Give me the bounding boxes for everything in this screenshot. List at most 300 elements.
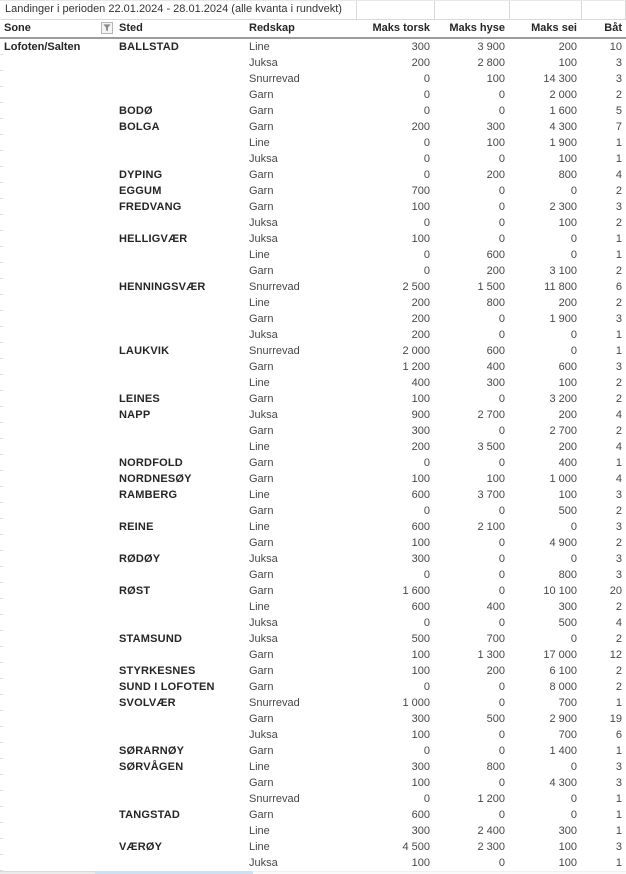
cell-sei[interactable]: 0 xyxy=(570,329,577,341)
cell-sei[interactable]: 100 xyxy=(558,489,577,501)
cell-redskap[interactable]: Snurrevad xyxy=(249,793,300,805)
cell-sei[interactable]: 700 xyxy=(558,729,577,741)
cell-bat[interactable]: 1 xyxy=(615,857,622,869)
cell-sei[interactable]: 2 900 xyxy=(549,713,577,725)
column-header-bat[interactable]: Båt xyxy=(604,22,622,34)
cell-sted[interactable]: STAMSUND xyxy=(119,633,183,645)
report-title-cell[interactable]: Landinger i perioden 22.01.2024 - 28.01.2024 (alle kvanta i rundvekt) xyxy=(0,1,357,20)
cell-redskap[interactable]: Juksa xyxy=(249,857,278,869)
cell-hyse[interactable]: 400 xyxy=(486,601,505,613)
cell-torsk[interactable]: 0 xyxy=(423,89,430,101)
cell-redskap[interactable]: Garn xyxy=(249,537,274,549)
cell-sei[interactable]: 2 700 xyxy=(549,425,577,437)
cell-torsk[interactable]: 200 xyxy=(411,121,430,133)
cell-sted[interactable]: EGGUM xyxy=(119,185,162,197)
cell-sted[interactable] xyxy=(115,295,245,311)
cell-hyse[interactable]: 100 xyxy=(486,73,505,85)
cell-sone[interactable] xyxy=(0,743,115,759)
cell-sei[interactable]: 100 xyxy=(558,57,577,69)
cell-sted[interactable]: HELLIGVÆR xyxy=(119,233,188,245)
cell-bat[interactable]: 2 xyxy=(615,665,622,677)
cell-sted[interactable]: BOLGA xyxy=(119,121,160,133)
cell-hyse[interactable]: 1 300 xyxy=(477,649,505,661)
cell-sei[interactable]: 300 xyxy=(558,601,577,613)
cell-hyse[interactable]: 400 xyxy=(486,361,505,373)
cell-sei[interactable]: 200 xyxy=(558,41,577,53)
cell-sone[interactable] xyxy=(0,695,115,711)
title-empty-cell[interactable] xyxy=(510,1,582,20)
cell-sone[interactable] xyxy=(0,247,115,263)
cell-redskap[interactable]: Garn xyxy=(249,505,274,517)
cell-bat[interactable]: 3 xyxy=(615,521,622,533)
cell-torsk[interactable]: 300 xyxy=(411,553,430,565)
cell-sone[interactable] xyxy=(0,231,115,247)
cell-sei[interactable]: 0 xyxy=(570,521,577,533)
cell-sone[interactable] xyxy=(0,167,115,183)
cell-redskap[interactable]: Garn xyxy=(249,681,274,693)
cell-sone[interactable] xyxy=(0,295,115,311)
cell-redskap[interactable]: Garn xyxy=(249,649,274,661)
cell-hyse[interactable]: 0 xyxy=(498,537,505,549)
cell-sei[interactable]: 100 xyxy=(558,217,577,229)
cell-hyse[interactable]: 300 xyxy=(486,121,505,133)
cell-torsk[interactable]: 4 500 xyxy=(402,841,430,853)
cell-torsk[interactable]: 200 xyxy=(411,329,430,341)
cell-sone[interactable] xyxy=(0,407,115,423)
cell-bat[interactable]: 3 xyxy=(615,201,622,213)
cell-sted[interactable]: SUND I LOFOTEN xyxy=(119,681,215,693)
cell-redskap[interactable]: Juksa xyxy=(249,729,278,741)
cell-sei[interactable]: 1 900 xyxy=(549,313,577,325)
cell-redskap[interactable]: Line xyxy=(249,377,270,389)
cell-redskap[interactable]: Garn xyxy=(249,361,274,373)
cell-sei[interactable]: 0 xyxy=(570,185,577,197)
cell-bat[interactable]: 3 xyxy=(615,761,622,773)
cell-sone[interactable] xyxy=(0,647,115,663)
cell-sted[interactable] xyxy=(115,311,245,327)
cell-hyse[interactable]: 700 xyxy=(486,633,505,645)
cell-sone[interactable] xyxy=(0,471,115,487)
cell-bat[interactable]: 3 xyxy=(615,553,622,565)
cell-sone[interactable] xyxy=(0,311,115,327)
cell-sei[interactable]: 700 xyxy=(558,697,577,709)
cell-bat[interactable]: 1 xyxy=(615,793,622,805)
cell-torsk[interactable]: 1 200 xyxy=(402,361,430,373)
cell-redskap[interactable]: Garn xyxy=(249,809,274,821)
cell-sone[interactable] xyxy=(0,503,115,519)
cell-torsk[interactable]: 0 xyxy=(423,617,430,629)
cell-torsk[interactable]: 300 xyxy=(411,713,430,725)
cell-sted[interactable] xyxy=(115,215,245,231)
cell-sone[interactable] xyxy=(0,199,115,215)
cell-hyse[interactable]: 0 xyxy=(498,553,505,565)
cell-bat[interactable]: 3 xyxy=(615,73,622,85)
cell-hyse[interactable]: 500 xyxy=(486,713,505,725)
cell-bat[interactable]: 5 xyxy=(615,105,622,117)
cell-bat[interactable]: 4 xyxy=(615,441,622,453)
cell-sei[interactable]: 200 xyxy=(558,441,577,453)
cell-sted[interactable] xyxy=(115,615,245,631)
cell-sei[interactable]: 500 xyxy=(558,505,577,517)
cell-hyse[interactable]: 2 100 xyxy=(477,521,505,533)
cell-torsk[interactable]: 0 xyxy=(423,745,430,757)
cell-hyse[interactable]: 3 900 xyxy=(477,41,505,53)
cell-sone[interactable] xyxy=(0,487,115,503)
cell-sei[interactable]: 500 xyxy=(558,617,577,629)
cell-bat[interactable]: 3 xyxy=(615,57,622,69)
column-header-sone[interactable] xyxy=(0,22,115,34)
cell-sted[interactable]: TANGSTAD xyxy=(119,809,181,821)
cell-sted[interactable]: DYPING xyxy=(119,169,163,181)
cell-hyse[interactable]: 600 xyxy=(486,345,505,357)
cell-bat[interactable]: 3 xyxy=(615,569,622,581)
cell-sone[interactable] xyxy=(0,279,115,295)
cell-sone[interactable] xyxy=(0,631,115,647)
cell-sted[interactable]: RØST xyxy=(119,585,151,597)
cell-sei[interactable]: 4 300 xyxy=(549,777,577,789)
cell-sei[interactable]: 0 xyxy=(570,553,577,565)
cell-redskap[interactable]: Line xyxy=(249,441,270,453)
cell-bat[interactable]: 2 xyxy=(615,265,622,277)
cell-hyse[interactable]: 800 xyxy=(486,297,505,309)
cell-sted[interactable] xyxy=(115,855,245,871)
cell-sei[interactable]: 14 300 xyxy=(543,73,577,85)
cell-sted[interactable]: HENNINGSVÆR xyxy=(119,281,206,293)
cell-hyse[interactable]: 300 xyxy=(486,377,505,389)
cell-bat[interactable]: 2 xyxy=(615,377,622,389)
cell-sei[interactable]: 6 100 xyxy=(549,665,577,677)
cell-sei[interactable]: 1 400 xyxy=(549,745,577,757)
cell-sone[interactable] xyxy=(0,791,115,807)
cell-hyse[interactable]: 0 xyxy=(498,585,505,597)
cell-sone[interactable] xyxy=(0,359,115,375)
cell-hyse[interactable]: 0 xyxy=(498,153,505,165)
cell-torsk[interactable]: 200 xyxy=(411,57,430,69)
cell-bat[interactable]: 6 xyxy=(615,281,622,293)
cell-bat[interactable]: 10 xyxy=(609,41,622,53)
cell-sted[interactable] xyxy=(115,791,245,807)
cell-sei[interactable]: 800 xyxy=(558,169,577,181)
cell-sted[interactable]: LAUKVIK xyxy=(119,345,170,357)
cell-redskap[interactable]: Garn xyxy=(249,169,274,181)
cell-torsk[interactable]: 300 xyxy=(411,41,430,53)
cell-hyse[interactable]: 1 200 xyxy=(477,793,505,805)
cell-bat[interactable]: 2 xyxy=(615,505,622,517)
cell-torsk[interactable]: 600 xyxy=(411,601,430,613)
cell-bat[interactable]: 1 xyxy=(615,809,622,821)
cell-hyse[interactable]: 100 xyxy=(486,473,505,485)
cell-hyse[interactable]: 2 700 xyxy=(477,409,505,421)
cell-sone[interactable] xyxy=(0,679,115,695)
cell-sted[interactable] xyxy=(115,711,245,727)
cell-sei[interactable]: 300 xyxy=(558,825,577,837)
cell-torsk[interactable]: 0 xyxy=(423,569,430,581)
cell-sted[interactable]: RAMBERG xyxy=(119,489,178,501)
cell-sted[interactable] xyxy=(115,375,245,391)
cell-hyse[interactable]: 600 xyxy=(486,249,505,261)
cell-sted[interactable] xyxy=(115,135,245,151)
cell-torsk[interactable]: 300 xyxy=(411,825,430,837)
cell-torsk[interactable]: 300 xyxy=(411,425,430,437)
cell-sone[interactable] xyxy=(0,727,115,743)
cell-torsk[interactable]: 500 xyxy=(411,633,430,645)
cell-hyse[interactable]: 0 xyxy=(498,457,505,469)
cell-sone[interactable] xyxy=(0,439,115,455)
cell-hyse[interactable]: 0 xyxy=(498,617,505,629)
cell-sei[interactable]: 200 xyxy=(558,409,577,421)
cell-redskap[interactable]: Juksa xyxy=(249,329,278,341)
cell-sone[interactable] xyxy=(0,455,115,471)
cell-torsk[interactable]: 0 xyxy=(423,681,430,693)
cell-sone[interactable] xyxy=(0,775,115,791)
cell-torsk[interactable]: 400 xyxy=(411,377,430,389)
cell-sei[interactable]: 2 000 xyxy=(549,89,577,101)
cell-sone[interactable] xyxy=(0,567,115,583)
cell-bat[interactable]: 3 xyxy=(615,361,622,373)
cell-sone[interactable] xyxy=(0,839,115,855)
cell-sone[interactable] xyxy=(0,183,115,199)
cell-redskap[interactable]: Garn xyxy=(249,265,274,277)
cell-hyse[interactable]: 0 xyxy=(498,393,505,405)
cell-torsk[interactable]: 0 xyxy=(423,249,430,261)
cell-torsk[interactable]: 1 600 xyxy=(402,585,430,597)
cell-bat[interactable]: 2 xyxy=(615,185,622,197)
cell-bat[interactable]: 1 xyxy=(615,745,622,757)
cell-hyse[interactable]: 0 xyxy=(498,505,505,517)
cell-sted[interactable] xyxy=(115,599,245,615)
cell-redskap[interactable]: Snurrevad xyxy=(249,73,300,85)
cell-hyse[interactable]: 0 xyxy=(498,569,505,581)
cell-redskap[interactable]: Juksa xyxy=(249,409,278,421)
cell-hyse[interactable]: 200 xyxy=(486,265,505,277)
cell-sted[interactable]: NORDNESØY xyxy=(119,473,192,485)
cell-sone[interactable] xyxy=(0,375,115,391)
cell-sted[interactable] xyxy=(115,727,245,743)
cell-bat[interactable]: 2 xyxy=(615,217,622,229)
cell-bat[interactable]: 2 xyxy=(615,681,622,693)
cell-sone[interactable] xyxy=(0,599,115,615)
cell-sted[interactable]: NORDFOLD xyxy=(119,457,183,469)
cell-hyse[interactable]: 200 xyxy=(486,665,505,677)
cell-bat[interactable]: 2 xyxy=(615,393,622,405)
cell-sone[interactable] xyxy=(0,807,115,823)
cell-torsk[interactable]: 0 xyxy=(423,105,430,117)
column-header-redskap[interactable]: Redskap xyxy=(249,22,295,34)
cell-sted[interactable]: VÆRØY xyxy=(119,841,163,853)
cell-torsk[interactable]: 0 xyxy=(423,169,430,181)
cell-redskap[interactable]: Garn xyxy=(249,745,274,757)
cell-sei[interactable]: 1 000 xyxy=(549,473,577,485)
cell-hyse[interactable]: 100 xyxy=(486,137,505,149)
cell-redskap[interactable]: Line xyxy=(249,297,270,309)
cell-bat[interactable]: 4 xyxy=(615,473,622,485)
cell-redskap[interactable]: Line xyxy=(249,489,270,501)
cell-sone[interactable] xyxy=(0,823,115,839)
column-header-maks-sei[interactable]: Maks sei xyxy=(531,22,577,34)
cell-sei[interactable]: 10 100 xyxy=(543,585,577,597)
cell-sei[interactable]: 0 xyxy=(570,345,577,357)
cell-hyse[interactable]: 0 xyxy=(498,105,505,117)
cell-sone[interactable] xyxy=(0,343,115,359)
cell-torsk[interactable]: 0 xyxy=(423,217,430,229)
cell-sei[interactable]: 8 000 xyxy=(549,681,577,693)
cell-sted[interactable] xyxy=(115,647,245,663)
cell-torsk[interactable]: 700 xyxy=(411,185,430,197)
cell-sted[interactable] xyxy=(115,535,245,551)
cell-sted[interactable] xyxy=(115,71,245,87)
cell-sted[interactable]: SVOLVÆR xyxy=(119,697,176,709)
cell-bat[interactable]: 2 xyxy=(615,89,622,101)
cell-bat[interactable]: 1 xyxy=(615,153,622,165)
cell-bat[interactable]: 1 xyxy=(615,825,622,837)
cell-torsk[interactable]: 600 xyxy=(411,489,430,501)
cell-redskap[interactable]: Garn xyxy=(249,201,274,213)
cell-bat[interactable]: 2 xyxy=(615,297,622,309)
cell-sted[interactable] xyxy=(115,359,245,375)
cell-torsk[interactable]: 0 xyxy=(423,137,430,149)
cell-bat[interactable]: 20 xyxy=(609,585,622,597)
cell-redskap[interactable]: Line xyxy=(249,601,270,613)
cell-torsk[interactable]: 600 xyxy=(411,521,430,533)
cell-sted[interactable] xyxy=(115,775,245,791)
cell-sted[interactable]: STYRKESNES xyxy=(119,665,196,677)
cell-sone[interactable] xyxy=(0,103,115,119)
cell-hyse[interactable]: 0 xyxy=(498,89,505,101)
cell-redskap[interactable]: Line xyxy=(249,825,270,837)
cell-bat[interactable]: 1 xyxy=(615,329,622,341)
cell-hyse[interactable]: 0 xyxy=(498,313,505,325)
cell-sted[interactable]: FREDVANG xyxy=(119,201,182,213)
cell-torsk[interactable]: 600 xyxy=(411,809,430,821)
cell-bat[interactable]: 7 xyxy=(615,121,622,133)
cell-torsk[interactable]: 100 xyxy=(411,201,430,213)
column-header-maks-hyse[interactable]: Maks hyse xyxy=(449,22,505,34)
cell-sone[interactable] xyxy=(0,135,115,151)
cell-sone[interactable] xyxy=(0,423,115,439)
cell-torsk[interactable]: 200 xyxy=(411,441,430,453)
cell-torsk[interactable]: 100 xyxy=(411,857,430,869)
cell-sei[interactable]: 0 xyxy=(570,233,577,245)
cell-redskap[interactable]: Juksa xyxy=(249,633,278,645)
cell-bat[interactable]: 3 xyxy=(615,489,622,501)
cell-torsk[interactable]: 0 xyxy=(423,265,430,277)
cell-sei[interactable]: 0 xyxy=(570,633,577,645)
cell-torsk[interactable]: 200 xyxy=(411,313,430,325)
cell-torsk[interactable]: 100 xyxy=(411,777,430,789)
cell-torsk[interactable]: 2 000 xyxy=(402,345,430,357)
cell-sted[interactable] xyxy=(115,327,245,343)
cell-torsk[interactable]: 300 xyxy=(411,761,430,773)
cell-torsk[interactable]: 100 xyxy=(411,649,430,661)
cell-sted[interactable]: SØRVÅGEN xyxy=(119,761,184,773)
cell-hyse[interactable]: 0 xyxy=(498,233,505,245)
cell-hyse[interactable]: 0 xyxy=(498,729,505,741)
cell-hyse[interactable]: 0 xyxy=(498,329,505,341)
cell-sone[interactable] xyxy=(0,71,115,87)
title-empty-cell[interactable] xyxy=(582,1,626,20)
cell-torsk[interactable]: 100 xyxy=(411,393,430,405)
cell-redskap[interactable]: Juksa xyxy=(249,233,278,245)
cell-sei[interactable]: 100 xyxy=(558,377,577,389)
cell-sted[interactable]: SØRARNØY xyxy=(119,745,185,757)
cell-redskap[interactable]: Garn xyxy=(249,121,274,133)
cell-redskap[interactable]: Garn xyxy=(249,777,274,789)
cell-bat[interactable]: 6 xyxy=(615,729,622,741)
cell-redskap[interactable]: Juksa xyxy=(249,153,278,165)
cell-hyse[interactable]: 0 xyxy=(498,777,505,789)
cell-sted[interactable]: BODØ xyxy=(119,105,153,117)
cell-hyse[interactable]: 2 800 xyxy=(477,57,505,69)
filter-funnel-icon[interactable] xyxy=(101,22,113,34)
cell-sei[interactable]: 17 000 xyxy=(543,649,577,661)
cell-sted[interactable]: LEINES xyxy=(119,393,160,405)
cell-torsk[interactable]: 200 xyxy=(411,297,430,309)
cell-redskap[interactable]: Juksa xyxy=(249,553,278,565)
cell-redskap[interactable]: Garn xyxy=(249,105,274,117)
cell-torsk[interactable]: 0 xyxy=(423,505,430,517)
cell-sted[interactable] xyxy=(115,823,245,839)
cell-hyse[interactable]: 800 xyxy=(486,761,505,773)
cell-hyse[interactable]: 0 xyxy=(498,201,505,213)
cell-sted[interactable] xyxy=(115,55,245,71)
cell-sted[interactable] xyxy=(115,439,245,455)
column-header-maks-torsk[interactable]: Maks torsk xyxy=(372,22,430,34)
cell-sei[interactable]: 1 900 xyxy=(549,137,577,149)
cell-redskap[interactable]: Line xyxy=(249,521,270,533)
cell-bat[interactable]: 3 xyxy=(615,841,622,853)
cell-bat[interactable]: 3 xyxy=(615,313,622,325)
cell-sted[interactable]: NAPP xyxy=(119,409,151,421)
cell-bat[interactable]: 4 xyxy=(615,169,622,181)
cell-redskap[interactable]: Garn xyxy=(249,585,274,597)
cell-sone[interactable] xyxy=(0,55,115,71)
cell-torsk[interactable]: 100 xyxy=(411,665,430,677)
cell-sei[interactable]: 4 300 xyxy=(549,121,577,133)
cell-bat[interactable]: 2 xyxy=(615,601,622,613)
cell-sei[interactable]: 11 800 xyxy=(544,281,577,293)
cell-bat[interactable]: 2 xyxy=(615,537,622,549)
cell-sei[interactable]: 3 100 xyxy=(549,265,577,277)
cell-redskap[interactable]: Juksa xyxy=(249,617,278,629)
cell-sei[interactable]: 0 xyxy=(570,809,577,821)
cell-redskap[interactable]: Line xyxy=(249,249,270,261)
cell-sted[interactable] xyxy=(115,423,245,439)
cell-redskap[interactable]: Garn xyxy=(249,473,274,485)
cell-sei[interactable]: 800 xyxy=(558,569,577,581)
cell-sone[interactable] xyxy=(0,759,115,775)
cell-torsk[interactable]: 100 xyxy=(411,233,430,245)
cell-torsk[interactable]: 100 xyxy=(411,729,430,741)
cell-sone[interactable] xyxy=(0,391,115,407)
cell-sei[interactable]: 100 xyxy=(558,153,577,165)
cell-redskap[interactable]: Juksa xyxy=(249,57,278,69)
cell-hyse[interactable]: 2 300 xyxy=(477,841,505,853)
cell-sei[interactable]: 0 xyxy=(570,793,577,805)
cell-sted[interactable]: REINE xyxy=(119,521,154,533)
cell-sted[interactable]: RØDØY xyxy=(119,553,161,565)
column-header-sted[interactable]: Sted xyxy=(119,22,143,34)
cell-sei[interactable]: 2 300 xyxy=(549,201,577,213)
cell-bat[interactable]: 1 xyxy=(615,233,622,245)
cell-hyse[interactable]: 2 400 xyxy=(477,825,505,837)
cell-sone[interactable] xyxy=(0,263,115,279)
cell-hyse[interactable]: 0 xyxy=(498,681,505,693)
cell-sone[interactable] xyxy=(0,615,115,631)
cell-torsk[interactable]: 0 xyxy=(423,793,430,805)
cell-redskap[interactable]: Garn xyxy=(249,569,274,581)
cell-sei[interactable]: 100 xyxy=(558,841,577,853)
cell-redskap[interactable]: Garn xyxy=(249,89,274,101)
